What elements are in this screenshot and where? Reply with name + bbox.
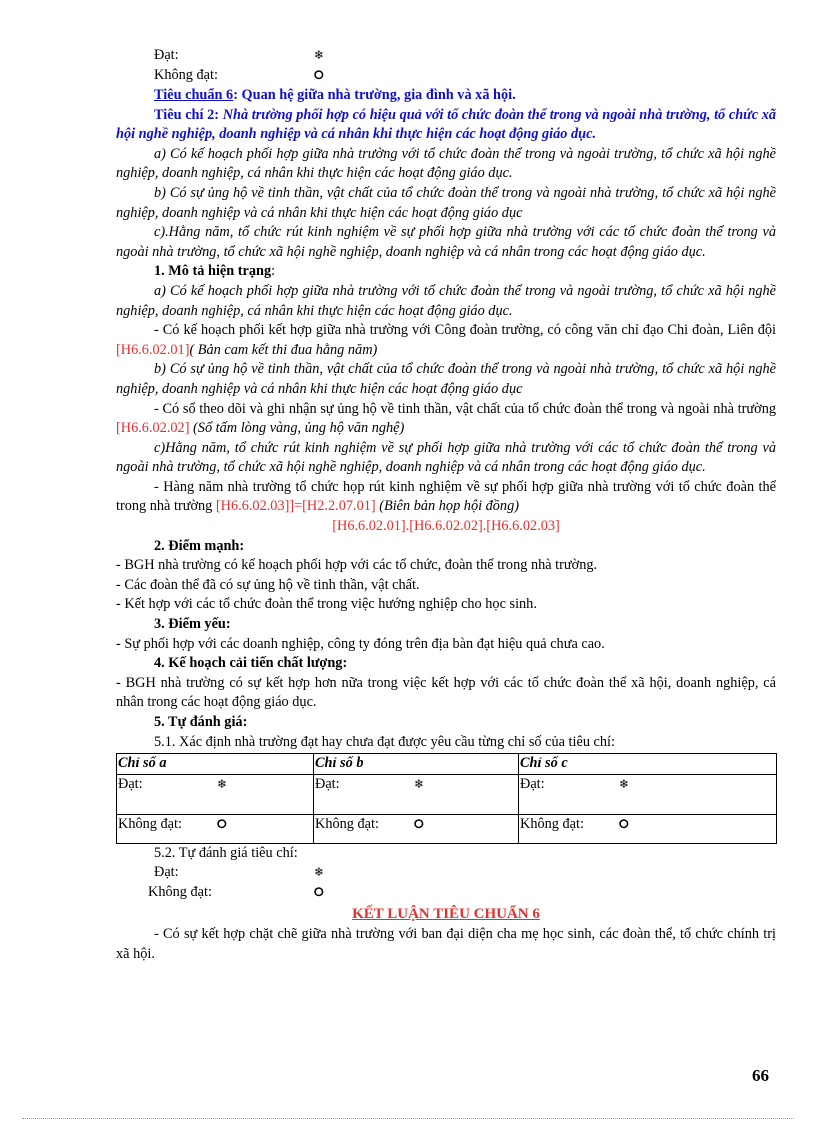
- khong-dat-label: Không đạt:: [118, 815, 182, 832]
- page-number: 66: [752, 1066, 769, 1085]
- evidence-source-c: (Biên bản họp hội đồng): [379, 498, 519, 515]
- circle-icon: ⭘: [314, 68, 324, 82]
- criterion-text: Nhà trường phối hợp có hiệu quả với tổ chức đoàn thể trong và ngoài nhà trường, tổ chức xã hội nghề nghiệp, doanh nghiệp và cá nhân khi thực hiện các hoạt động giáo dục.: [116, 106, 777, 143]
- dat-label: Đạt:: [154, 864, 179, 881]
- khong-dat-label: Không đạt:: [154, 67, 218, 83]
- criterion: [116, 106, 776, 145]
- circle-icon: ⭘: [217, 816, 227, 831]
- top-dat-row: [116, 46, 776, 66]
- dat-label: Đạt:: [315, 775, 340, 792]
- conclusion-heading: KẾT LUẬN TIÊU CHUẨN 6: [352, 906, 540, 923]
- circle-icon: ⭘: [314, 885, 324, 900]
- section3-heading: 3. Điểm yếu:: [154, 616, 231, 633]
- section5-heading: 5. Tự đánh giá:: [154, 714, 248, 730]
- dat-label: Đạt:: [520, 775, 545, 792]
- table-header-b: Chỉ số b: [314, 754, 519, 775]
- table-cell: [117, 814, 314, 843]
- table-cell: [519, 774, 777, 814]
- table-cell: [314, 814, 519, 843]
- section1-a-desc: [116, 321, 776, 360]
- section5-sub1: 5.1. Xác định nhà trường đạt hay chưa đạt được yêu cầu từng chỉ số của tiêu chí:: [154, 733, 615, 750]
- evidence-code-c: [H6.6.02.03]]=[H2.2.07.01]: [215, 498, 376, 515]
- section5-sub2: 5.2. Tự đánh giá tiêu chí:: [154, 844, 298, 861]
- indicator-a: a) Có kế hoạch phối hợp giữa nhà trường với tổ chức đoàn thể trong và ngoài trường, tổ chức xã hội nghề nghiệp, doanh nghiệp, cá nhân khi thực hiện các hoạt động giáo dục.: [116, 145, 776, 182]
- khong-dat-label: Không đạt:: [148, 884, 212, 901]
- section3-item: - Sự phối hợp với các doanh nghiệp, công ty đóng trên địa bàn đạt hiệu quả chưa cao.: [116, 635, 605, 652]
- section1-b-text: b) Có sự ủng hộ về tinh thần, vật chất của tổ chức đoàn thể trong và ngoài nhà trường, tổ chức xã hội nghề nghiệp, doanh nghiệp và cá nhân khi thực hiện các hoạt động giáo dục: [116, 361, 776, 397]
- khong-dat-label: Không đạt:: [315, 815, 379, 832]
- table-row-dat: [117, 774, 777, 814]
- dat-label: Đạt:: [118, 775, 143, 792]
- section1-heading-colon: :: [271, 263, 276, 280]
- evidence-source-a: ( Bản cam kết thi đua hằng năm): [189, 341, 378, 358]
- section1-b-desc: [116, 400, 776, 439]
- section1-heading: [116, 262, 776, 282]
- self-eval-dat-row: [116, 863, 776, 883]
- indicator-b: b) Có sự ủng hộ về tinh thần, vật chất của tổ chức đoàn thể trong và ngoài nhà trường, tổ chức xã hội nghề nghiệp, doanh nghiệp và cá nhân khi thực hiện các hoạt động giáo dục: [116, 184, 776, 221]
- a-desc-text: - Có kế hoạch phối kết hợp giữa nhà trường với Công đoàn trường, có công văn chỉ đạo Chi đoàn, Liên đội: [154, 322, 776, 339]
- section4-item: - BGH nhà trường có sự kết hợp hơn nữa trong việc kết hợp với các tổ chức đoàn thể xã hội, doanh nghiệp, cá nhân trong các hoạt động giáo dục.: [116, 674, 776, 711]
- table-cell: [117, 774, 314, 814]
- conclusion-text: - Có sự kết hợp chặt chẽ giữa nhà trường với ban đại diện cha mẹ học sinh, các đoàn thể, tổ chức chính trị xã hội.: [116, 925, 776, 962]
- evidence-source-b: (Sổ tấm lòng vàng, ủng hộ văn nghệ): [193, 420, 405, 437]
- standard-title-rest: : Quan hệ giữa nhà trường, gia đình và xã hội.: [233, 87, 516, 103]
- standard-title: [116, 86, 776, 106]
- dat-label: Đạt:: [154, 47, 179, 63]
- circle-icon: ⭘: [414, 816, 424, 831]
- section2-item: - Kết hợp với các tổ chức đoàn thể trong việc hướng nghiệp cho học sinh.: [116, 596, 537, 613]
- snowflake-icon: ❄: [217, 776, 228, 791]
- indicator-c: c).Hằng năm, tổ chức rút kinh nghiệm về sự phối hợp giữa nhà trường với các tổ chức đoàn thể trong và ngoài nhà trường, tổ chức xã hội nghề nghiệp, doanh nghiệp và cá nhân trong các hoạt động giáo dục.: [116, 224, 776, 260]
- section1-heading-text: 1. Mô tả hiện trạng: [154, 263, 272, 280]
- table-row-khong-dat: [117, 814, 777, 843]
- snowflake-icon: ❄: [314, 48, 325, 62]
- section1-a-text: a) Có kế hoạch phối hợp giữa nhà trường với tổ chức đoàn thể trong và ngoài trường, tổ chức xã hội nghề nghiệp, doanh nghiệp, cá nhân khi thực hiện các hoạt động giáo dục.: [116, 282, 776, 319]
- top-khong-dat-row: [116, 66, 776, 86]
- table-cell: [314, 774, 519, 814]
- khong-dat-label: Không đạt:: [520, 815, 584, 832]
- evidence-refs: [H6.6.02.01].[H6.6.02.02].[H6.6.02.03]: [332, 518, 560, 535]
- snowflake-icon: ❄: [414, 776, 425, 791]
- self-eval-khong-dat-row: [116, 883, 776, 903]
- snowflake-icon: ❄: [314, 865, 325, 880]
- evidence-code-a: [H6.6.02.01]: [116, 341, 190, 358]
- section1-c-text: c)Hằng năm, tổ chức rút kinh nghiệm về sự phối hợp giữa nhà trường với các tổ chức đoàn thể trong và ngoài nhà trường, tổ chức xã hội nghề nghiệp, doanh nghiệp và cá nhân trong các hoạt động giáo dục.: [116, 439, 776, 476]
- section2-item: - Các đoàn thể đã có sự ủng hộ về tinh thần, vật chất.: [116, 576, 420, 593]
- section4-heading: 4. Kế hoạch cải tiến chất lượng:: [154, 655, 348, 672]
- table-header-c: Chỉ số c: [519, 754, 777, 775]
- table-cell: [519, 814, 777, 843]
- evidence-code-b: [H6.6.02.02]: [116, 420, 190, 437]
- footer-divider: [22, 1118, 794, 1119]
- b-desc-text: - Có sổ theo dõi và ghi nhận sự ủng hộ về tinh thần, vật chất của tổ chức đoàn thể trong và ngoài nhà trường: [154, 400, 776, 417]
- table-header-a: Chỉ số a: [117, 754, 314, 775]
- document-page: [116, 46, 776, 964]
- section2-item: - BGH nhà trường có kế hoạch phối hợp với các tổ chức, đoàn thể trong nhà trường.: [116, 557, 598, 574]
- c-desc-text: - Hàng năm nhà trường tổ chức họp rút kinh nghiệm về sự phối hợp giữa nhà trường với tổ chức đoàn thể trong nhà trường: [116, 478, 776, 515]
- section1-c-desc: [116, 478, 776, 517]
- criterion-label: Tiêu chí 2:: [154, 106, 220, 123]
- section2-heading: 2. Điểm mạnh:: [154, 537, 245, 554]
- table-header-row: [117, 754, 777, 775]
- indicator-table: [116, 753, 777, 844]
- circle-icon: ⭘: [619, 816, 629, 831]
- snowflake-icon: ❄: [619, 776, 630, 791]
- standard-title-link: Tiêu chuẩn 6: [154, 87, 234, 103]
